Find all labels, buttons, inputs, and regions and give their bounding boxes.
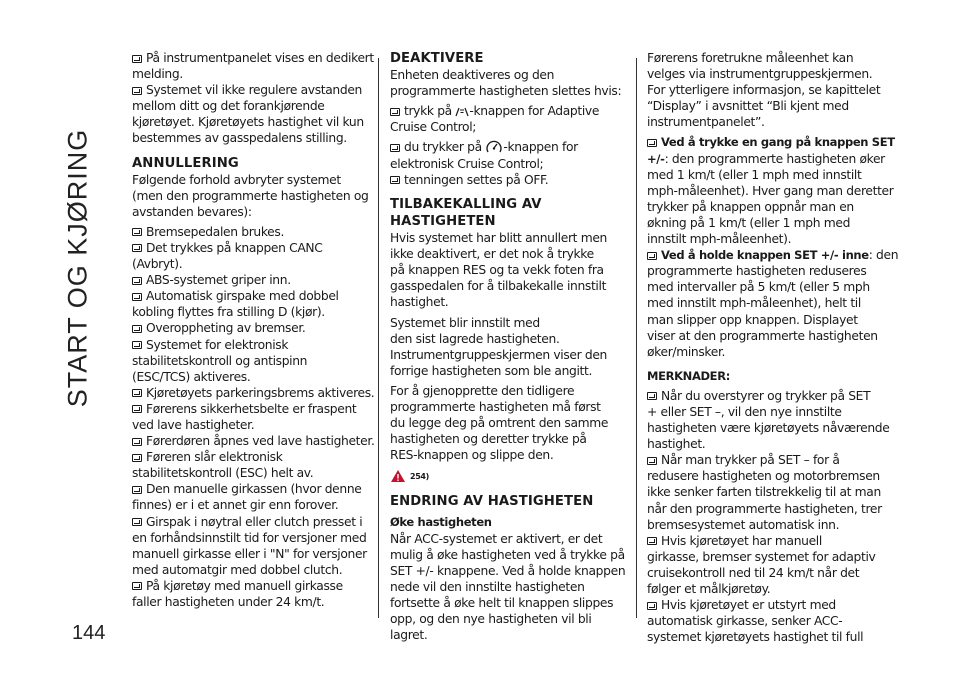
list-item: Girspak i nøytral eller clutch presset i <box>132 514 370 530</box>
checkbox-bullet-icon <box>390 108 400 116</box>
checkbox-bullet-icon <box>132 87 142 95</box>
list-item-cont: ved lave hastigheter. <box>132 417 255 432</box>
text-line: (men den programmerte hastigheten og <box>132 188 369 203</box>
list-item: Det trykkes på knappen CANC <box>132 240 370 256</box>
text-line: mph-måleenhet). Hver gang man deretter <box>647 183 894 198</box>
list-item-cont: ikke senker farten tilstrekkelig til at man <box>647 485 881 500</box>
list-item: Hvis kjøretøyet er utstyrt med <box>647 597 885 613</box>
notes-heading: MERKNADER: <box>647 368 730 383</box>
text-line: mulig å øke hastigheten ved å trykke på <box>390 547 625 562</box>
column-3 <box>647 50 899 645</box>
list-item: Ved å trykke en gang på knappen SET <box>647 134 885 150</box>
list-item-cont: bestemmes av gasspedalens stilling. <box>132 131 347 146</box>
checkbox-bullet-icon <box>132 486 142 494</box>
list-item-cont: mellom ditt og det forankjørende <box>132 99 325 114</box>
checkbox-bullet-icon <box>132 277 142 285</box>
text-line: forrige hastigheten som ble angitt. <box>390 363 593 378</box>
list-item: Systemet vil ikke regulere avstanden <box>132 82 370 98</box>
warning-triangle-icon <box>390 469 406 483</box>
column-divider <box>636 58 637 618</box>
section-title: START OG KJØRING <box>62 128 93 408</box>
list-item: Overoppheting av bremser. <box>132 320 370 336</box>
paragraph <box>390 67 628 99</box>
adaptive-cruise-icon <box>455 107 469 117</box>
checkbox-bullet-icon <box>132 438 142 446</box>
text-line: med 1 km/t (eller 1 mph med innstilt <box>647 167 862 182</box>
text-line: Hvis systemet har blitt annullert men <box>390 231 607 246</box>
list-item: Kjøretøyets parkeringsbrems aktiveres. <box>132 385 370 401</box>
text-line: programmerte hastigheten reduseres <box>647 264 867 279</box>
text-line: økning på 1 km/t (eller 1 mph med <box>647 215 851 230</box>
checkbox-bullet-icon <box>132 582 142 590</box>
list-item: Når du overstyrer og trykker på SET <box>647 388 885 404</box>
checkbox-bullet-icon <box>647 392 657 400</box>
text-line: Enheten deaktiveres og den <box>390 68 555 82</box>
list-item: Den manuelle girkassen (hvor denne <box>132 481 370 497</box>
text-line: programmerte hastigheten må først <box>390 400 601 414</box>
list-item-cont: Cruise Control; <box>390 120 477 135</box>
checkbox-bullet-icon <box>647 602 657 610</box>
column-2 <box>390 50 628 643</box>
text-line: hastighet. <box>390 295 449 310</box>
list-item-cont: + eller SET –, vil den nye innstilte <box>647 404 842 419</box>
checkbox-bullet-icon <box>132 405 142 413</box>
text-line: du legge deg på omtrent den samme <box>390 416 609 431</box>
list-item-body <box>647 167 894 247</box>
text-line: man slipper opp knappen. Displayet <box>647 312 858 327</box>
list-item-cont: stabilitetskontroll og antispinn <box>132 353 308 368</box>
text-line: viser at den programmerte hastigheten <box>647 328 878 343</box>
cancel-conditions-list <box>132 224 375 610</box>
heading-annullering: ANNULLERING <box>132 155 239 171</box>
paragraph <box>390 315 628 379</box>
list-item: Ved å holde knappen SET +/- inne: den <box>647 247 885 263</box>
list-item-cont: finnes) er i et annet gir enn forover. <box>132 498 339 513</box>
text-line: SET +/- knappene. Ved å holde knappen <box>390 563 626 578</box>
checkbox-bullet-icon <box>132 228 142 236</box>
warning-reference: 254) <box>390 467 628 485</box>
text-line: med innstilt mph-måleenhet), helt til <box>647 296 861 311</box>
paragraph <box>132 172 370 220</box>
list-item-cont: cruisekontroll ned til 24 km/t når det <box>647 565 860 580</box>
checkbox-bullet-icon <box>647 139 657 147</box>
text-line: Når ACC-systemet er aktivert, er det <box>390 531 603 546</box>
list-item-body <box>647 263 885 360</box>
text-line: velges via instrumentgruppeskjermen. <box>647 67 873 82</box>
checkbox-bullet-icon <box>132 244 142 252</box>
text-line: Førerens foretrukne måleenhet kan <box>647 51 854 65</box>
list-item-cont: systemet kjøretøyets hastighet til full <box>647 630 864 645</box>
list-item-cont: med automatgir med dobbel clutch. <box>132 562 343 577</box>
list-item: Føreren slår elektronisk <box>132 449 370 465</box>
checkbox-bullet-icon <box>647 252 657 260</box>
text-line: gasspedalen for å tilbakekalle innstilt <box>390 279 607 294</box>
column-divider <box>378 58 379 618</box>
list-item: På instrumentpanelet vises en dedikert <box>132 50 370 66</box>
text-line: opp, og den nye hastigheten vil bli <box>390 612 592 627</box>
heading-endring: ENDRING AV HASTIGHETEN <box>390 494 594 510</box>
text-line: programmerte hastigheten slettes hvis: <box>390 84 622 99</box>
list-item-cont: manuell girkasse eller i "N" for versjoner <box>132 546 367 561</box>
list-item-cont: følger et målkjøretøy. <box>647 582 771 596</box>
checkbox-bullet-icon <box>132 55 142 63</box>
text-line: For å gjenopprette den tidligere <box>390 383 575 398</box>
list-item-cont: stabilitetskontroll (ESC) helt av. <box>132 466 314 481</box>
text-line: For ytterligere informasjon, se kapittelet <box>647 83 881 98</box>
checkbox-bullet-icon <box>132 518 142 526</box>
text-line: med intervaller på 5 km/t (eller 5 mph <box>647 280 870 295</box>
checkbox-bullet-icon <box>390 144 400 152</box>
text-line: på knappen RES og ta vekk foten fra <box>390 263 604 278</box>
list-item: Hvis kjøretøyet har manuell <box>647 533 885 549</box>
list-item: ABS-systemet griper inn. <box>132 272 370 288</box>
page-number: 144 <box>72 622 106 644</box>
list-item: trykk på -knappen for Adaptive <box>390 103 628 119</box>
checkbox-bullet-icon <box>132 389 142 397</box>
checkbox-bullet-icon <box>390 176 400 184</box>
list-item: Automatisk girspake med dobbel <box>132 288 370 304</box>
text-line: RES-knappen og slippe den. <box>390 448 554 463</box>
checkbox-bullet-icon <box>647 457 657 465</box>
subheading-oke: Øke hastigheten <box>390 515 492 530</box>
paragraph <box>390 531 628 644</box>
text-line: Følgende forhold avbryter systemet <box>132 172 341 187</box>
checkbox-bullet-icon <box>647 537 657 545</box>
list-item: du trykker på -knappen for <box>390 139 628 156</box>
list-item-cont: en forhåndsinnstilt tid for versjoner med <box>132 530 367 545</box>
text-line: ikke deaktivert, er det nok å trykke <box>390 247 594 262</box>
list-item-cont: faller hastigheten under 24 km/t. <box>132 595 325 609</box>
list-item-cont: kjøretøyet. Kjøretøyets hastighet vil kun <box>132 115 364 130</box>
heading-deaktivere: DEAKTIVERE <box>390 51 484 66</box>
list-item-cont: +/-: den programmerte hastigheten øker <box>647 151 885 166</box>
list-item-cont: automatisk girkasse, senker ACC- <box>647 614 843 629</box>
text-line: trykker på knappen oppnår man en <box>647 199 854 214</box>
list-item: Førerdøren åpnes ved lave hastigheter. <box>132 433 370 449</box>
list-item: På kjøretøy med manuell girkasse <box>132 578 370 594</box>
text-line: lagret. <box>390 628 428 643</box>
notes-list <box>647 388 890 646</box>
text-line: nede vil den innstilte hastigheten <box>390 579 585 594</box>
checkbox-bullet-icon <box>132 293 142 301</box>
list-item: Bremsepedalen brukes. <box>132 224 370 240</box>
text-line: instrumentpanelet”. <box>647 115 765 130</box>
heading-tilbakekalling-l2: HASTIGHETEN <box>390 214 496 230</box>
list-item-cont: hastigheten være kjøretøyets nåværende <box>647 421 890 436</box>
list-item-cont: elektronisk Cruise Control; <box>390 156 544 171</box>
text-line: Systemet blir innstilt med <box>390 315 540 330</box>
heading-tilbakekalling: TILBAKEKALLING AV <box>390 197 542 213</box>
text-line: innstilt mph-måleenhet). <box>647 232 792 247</box>
text-line: hastigheten og deretter trykke på <box>390 432 587 447</box>
text-line: øker/minsker. <box>647 344 726 359</box>
list-item: tenningen settes på OFF. <box>390 172 628 188</box>
text-line: “Display” i avsnittet “Bli kjent med <box>647 99 849 114</box>
checkbox-bullet-icon <box>132 341 142 349</box>
paragraph <box>390 230 628 310</box>
column-1 <box>132 50 375 610</box>
checkbox-bullet-icon <box>132 325 142 333</box>
list-item-cont: (Avbryt). <box>132 257 183 272</box>
list-item: Førerens sikkerhetsbelte er fraspent <box>132 401 370 417</box>
list-item-cont: bremsesystemet automatisk inn. <box>647 517 840 532</box>
list-item-cont: melding. <box>132 67 183 82</box>
list-item-cont: girkasse, bremser systemet for adaptiv <box>647 549 876 564</box>
cruise-control-icon <box>485 140 503 156</box>
list-item-cont: når den programmerte hastigheten, trer <box>647 501 882 516</box>
list-item-cont: hastighet. <box>647 437 706 452</box>
list-item-cont: redusere hastigheten og motorbremsen <box>647 469 880 484</box>
text-line: avstanden bevares): <box>132 204 252 219</box>
paragraph <box>390 383 628 463</box>
text-line: Instrumentgruppeskjermen viser den <box>390 347 607 362</box>
list-item-cont: (ESC/TCS) aktiveres. <box>132 369 251 384</box>
paragraph <box>647 50 885 130</box>
list-item-cont: kobling flyttes fra stilling D (kjør). <box>132 305 325 320</box>
text-line: den sist lagrede hastigheten. <box>390 331 560 346</box>
list-item: Når man trykker på SET – for å <box>647 452 885 468</box>
text-line: fortsette å øke helt til knappen slippes <box>390 595 614 610</box>
list-block <box>132 50 374 147</box>
list-item: Systemet for elektronisk <box>132 337 370 353</box>
checkbox-bullet-icon <box>132 454 142 462</box>
